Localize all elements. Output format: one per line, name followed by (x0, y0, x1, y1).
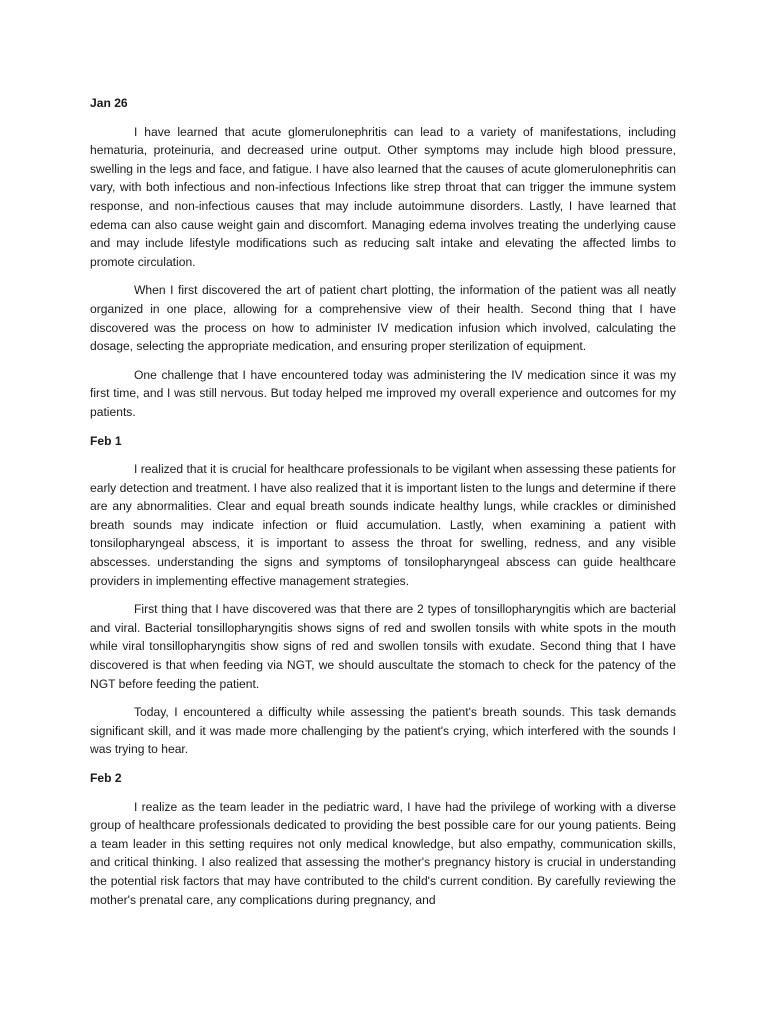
entry-date: Jan 26 (90, 96, 128, 110)
entry-paragraph: First thing that I have discovered was that there are 2 types of tonsillopharyngitis which are bacterial and viral. Bacterial tonsillopharyngitis shows signs of red and swollen tonsils with white spots in the mouth while viral tonsillopharyngitis show signs of red and swollen tonsils with exudate. Second thing that I have discovered is that when feeding via NGT, we should auscultate the stomach to check for the patency of the NGT before feeding the patient. (90, 602, 676, 691)
journal-document (90, 94, 676, 919)
entry-paragraph: I realized that it is crucial for healthcare professionals to be vigilant when assessing these patients for early detection and treatment. I have also realized that it is important listen to the lungs and determine if there are any abnormalities. Clear and equal breath sounds indicate healthy lungs, while crackles or diminished breath sounds may indicate infection or fluid accumulation. Lastly, when examining a patient with tonsilopharyngeal abscess, it is important to assess the throat for swelling, redness, and any visible abscesses. understanding the signs and symptoms of tonsilopharyngeal abscess can guide healthcare providers in implementing effective management strategies. (90, 462, 676, 588)
entry-date: Feb 1 (90, 433, 122, 448)
entry-paragraph: When I first discovered the art of patient chart plotting, the information of the patient was all neatly organized in one place, allowing for a comprehensive view of their health. Second thing that I have discovered was the process on how to administer IV medication infusion which involved, calculating the dosage, selecting the appropriate medication, and ensuring proper sterilization of equipment. (90, 283, 676, 354)
entry-date: Feb 2 (90, 771, 122, 785)
entry-paragraph: Today, I encountered a difficulty while assessing the patient's breath sounds. This task demands significant skill, and it was made more challenging by the patient's crying, which interfered with the sounds I was trying to hear. (90, 705, 676, 757)
journal-entry-feb-1 (90, 432, 676, 760)
journal-entry-jan-26 (90, 94, 676, 422)
journal-entry-feb-2 (90, 769, 676, 909)
entry-paragraph: One challenge that I have encountered today was administering the IV medication since it was my first time, and I was still nervous. But today helped me improved my overall experience and outcomes for my patients. (90, 367, 676, 419)
entry-paragraph: I have learned that acute glomerulonephritis can lead to a variety of manifestations, including hematuria, proteinuria, and decreased urine output. Other symptoms may include high blood pressure, swelling in the legs and face, and fatigue. I have also learned that the causes of acute glomerulonephritis can vary, with both infectious and non-infectious Infections like strep throat that can trigger the immune system response, and non-infectious causes that may include autoimmune disorders. Lastly, I have learned that edema can also cause weight gain and discomfort. Managing edema involves treating the underlying cause and may include lifestyle modifications such as reducing salt intake and elevating the affected limbs to promote circulation. (90, 124, 676, 269)
entry-paragraph: I realize as the team leader in the pediatric ward, I have had the privilege of working with a diverse group of healthcare professionals dedicated to providing the best possible care for our young patients. Being a team leader in this setting requires not only medical knowledge, but also empathy, communication skills, and critical thinking. I also realized that assessing the mother's pregnancy history is crucial in understanding the potential risk factors that may have contributed to the child's current condition. By carefully reviewing the mother's prenatal care, any complications during pregnancy, and (90, 799, 676, 907)
